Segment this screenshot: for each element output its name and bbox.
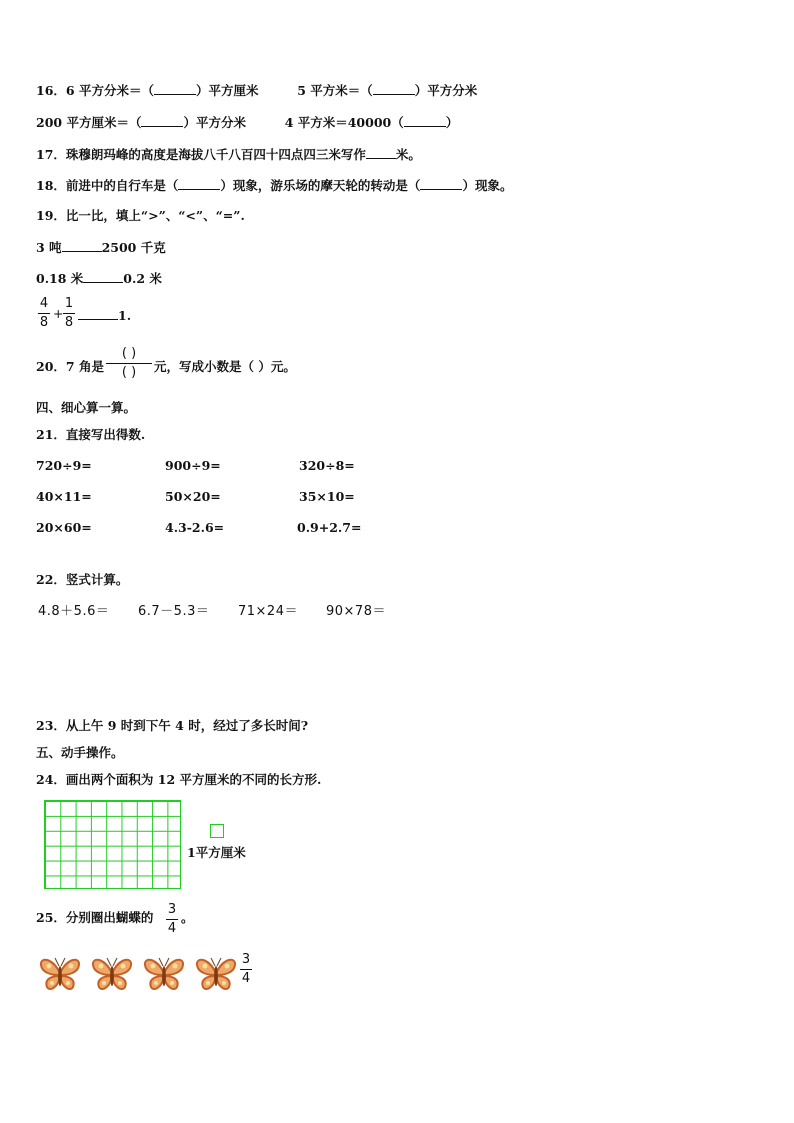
- vertical-calc-item: 6.7－5.3＝: [138, 604, 210, 619]
- question-19-number: 19．: [36, 208, 66, 223]
- row1-left: 3 吨: [36, 240, 62, 255]
- question-18-text-3: ）现象。: [462, 178, 513, 193]
- butterfly-icon[interactable]: [142, 955, 186, 993]
- q16-b-text: 5 平方米＝（: [297, 83, 373, 98]
- question-19-text: 比一比，填上“>”、“<”、“=”.: [65, 208, 245, 223]
- question-23-text: 从上午 9 时到下午 4 时，经过了多长时间?: [65, 718, 309, 733]
- fraction-denominator: 4: [167, 921, 177, 936]
- plus-sign: +: [53, 306, 64, 321]
- question-23: [36, 718, 308, 734]
- question-18: [36, 177, 512, 194]
- answer-blank[interactable]: [78, 307, 118, 320]
- fraction-4-8: [38, 296, 50, 331]
- answer-blank[interactable]: [83, 270, 123, 283]
- question-20: [36, 359, 104, 375]
- question-19-row-1: [36, 239, 166, 256]
- answer-blank[interactable]: [420, 177, 462, 190]
- calc-item: 0.9+2.7=: [297, 520, 362, 535]
- fraction-1-8: [63, 296, 75, 331]
- q16-d-unit: ）: [445, 115, 459, 130]
- fraction-numerator: 3: [241, 952, 251, 967]
- calc-item: 320÷8=: [299, 458, 355, 473]
- question-19-row-3: [78, 307, 131, 324]
- square-grid[interactable]: [44, 800, 181, 889]
- question-17-number: 17．: [36, 147, 66, 162]
- fraction-numerator: 4: [39, 296, 49, 311]
- vertical-calc-item: 4.8＋5.6＝: [38, 604, 110, 619]
- question-16-number: 16．: [36, 83, 66, 98]
- fraction-bar: [106, 363, 152, 364]
- question-22: [36, 572, 128, 588]
- calc-item: 20×60=: [36, 520, 92, 535]
- question-22-number: 22．: [36, 572, 66, 587]
- question-20-tail: 元，写成小数是（ ）元。: [154, 359, 296, 374]
- q16-c-unit: ）平方分米: [183, 115, 246, 130]
- question-21-text: 直接写出得数.: [65, 427, 146, 442]
- calc-item: 720÷9=: [36, 458, 92, 473]
- question-20-number: 20．: [36, 359, 66, 374]
- q16-a-text: 6 平方分米＝（: [65, 83, 154, 98]
- unit-square: [210, 824, 224, 838]
- answer-blank[interactable]: [373, 82, 415, 95]
- fraction-blank[interactable]: [106, 346, 152, 381]
- section-5-title: 五、动手操作。: [36, 745, 124, 760]
- unit-square-label: 1平方厘米: [187, 845, 246, 860]
- question-17: [36, 146, 421, 163]
- fraction-denominator: 8: [39, 315, 49, 330]
- fraction-numerator-blank[interactable]: ( ): [121, 346, 137, 361]
- question-24-number: 24．: [36, 772, 66, 787]
- fraction-bar: [240, 969, 252, 970]
- section-4-title: 四、细心算一算。: [36, 400, 137, 415]
- calc-item: 900÷9=: [165, 458, 221, 473]
- calc-item: 50×20=: [165, 489, 221, 504]
- q16-a-unit: ）平方厘米: [195, 83, 259, 98]
- fraction-numerator: 1: [64, 296, 74, 311]
- row1-right: 2500 千克: [101, 240, 166, 255]
- question-21-number: 21．: [36, 427, 66, 442]
- fraction-numerator: 3: [167, 902, 177, 917]
- question-20-text: 7 角是: [65, 359, 104, 374]
- question-25-number: 25．: [36, 910, 66, 925]
- question-19: [36, 208, 245, 224]
- answer-blank[interactable]: [178, 177, 220, 190]
- fraction-3-4-label: [240, 952, 252, 987]
- answer-blank[interactable]: [366, 146, 396, 159]
- fraction-denominator: 4: [241, 971, 251, 986]
- question-25: [36, 910, 153, 926]
- calc-item: 4.3-2.6=: [165, 520, 225, 535]
- calc-item: 40×11=: [36, 489, 92, 504]
- butterfly-icon[interactable]: [90, 955, 134, 993]
- question-16-line-2: [36, 114, 458, 131]
- answer-blank[interactable]: [141, 114, 183, 127]
- question-17-unit: 米。: [395, 147, 421, 162]
- fraction-bar: [63, 313, 75, 314]
- question-25-tail: 。: [181, 910, 194, 925]
- question-23-number: 23．: [36, 718, 66, 733]
- fraction-bar: [166, 919, 178, 920]
- answer-blank[interactable]: [404, 114, 446, 127]
- vertical-calc-item: 90×78＝: [326, 604, 386, 619]
- q16-b-unit: ）平方分米: [414, 83, 478, 98]
- butterfly-icon[interactable]: [194, 955, 238, 993]
- row2-right: 0.2 米: [123, 271, 162, 286]
- question-24-text: 画出两个面积为 12 平方厘米的不同的长方形.: [65, 772, 322, 787]
- fraction-3-4-inline: [166, 902, 178, 937]
- q16-d-text: 4 平方米＝40000（: [284, 115, 404, 130]
- row2-left: 0.18 米: [36, 271, 84, 286]
- question-25-text: 分别圈出蝴蝶的: [65, 910, 154, 925]
- question-19-row-2: [36, 270, 162, 287]
- butterfly-icon[interactable]: [38, 955, 82, 993]
- question-18-text-1: 前进中的自行车是（: [65, 178, 179, 193]
- row3-right: 1.: [118, 308, 132, 323]
- question-22-text: 竖式计算。: [65, 572, 129, 587]
- fraction-bar: [38, 313, 50, 314]
- vertical-calc-item: 71×24＝: [238, 604, 298, 619]
- question-18-text-2: ）现象，游乐场的摩天轮的转动是（: [220, 178, 421, 193]
- calc-item: 35×10=: [299, 489, 355, 504]
- question-17-text: 珠穆朗玛峰的高度是海拔八千八百四十四点四三米写作: [65, 147, 366, 162]
- question-21: [36, 427, 145, 443]
- q16-c-text: 200 平方厘米＝（: [36, 115, 142, 130]
- question-16-line-1: [36, 82, 477, 99]
- answer-blank[interactable]: [154, 82, 196, 95]
- fraction-denominator: 8: [64, 315, 74, 330]
- fraction-denominator-blank[interactable]: ( ): [121, 365, 137, 380]
- question-18-number: 18．: [36, 178, 66, 193]
- question-24: [36, 772, 321, 788]
- answer-blank[interactable]: [62, 239, 102, 252]
